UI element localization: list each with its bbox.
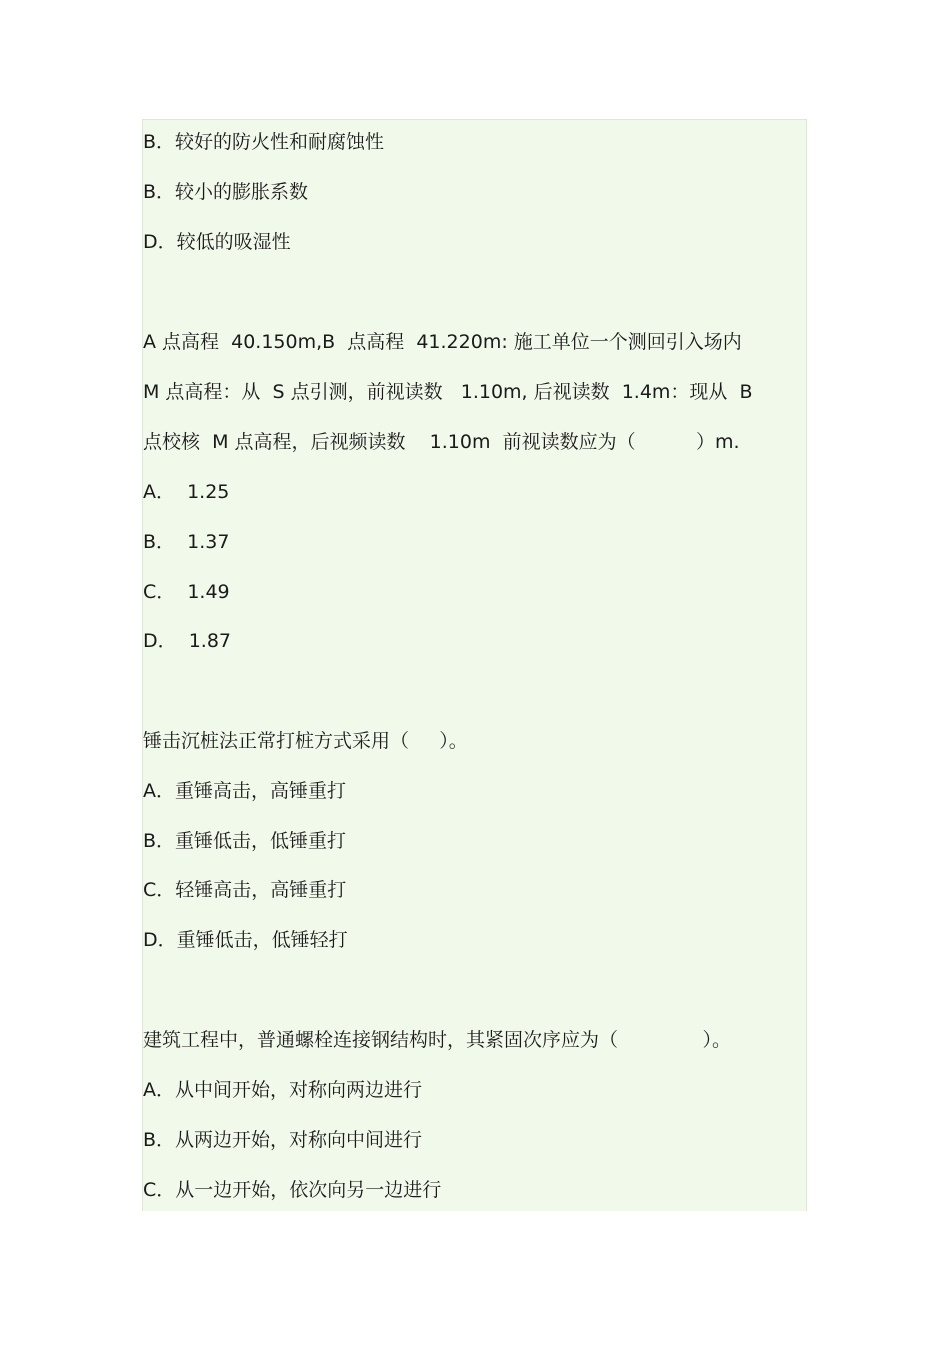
q1-option-b: B． 1.37 (143, 531, 230, 553)
q2-option-d: D．重锤低击，低锤轻打 (143, 929, 348, 951)
q2-option-b: B．重锤低击，低锤重打 (143, 830, 347, 852)
q1-option-a: A． 1.25 (143, 481, 230, 503)
q3-option-c: C．从一边开始，依次向另一边进行 (143, 1179, 442, 1201)
q3-option-a: A．从中间开始，对称向两边进行 (143, 1079, 422, 1101)
q1-stem-line-1: A 点高程 40.150m,B 点高程 41.220m: 施工单位一个测回引入场内 (143, 331, 742, 353)
q0-option-b-expansion: B．较小的膨胀系数 (143, 181, 309, 203)
q2-option-a: A．重锤高击，高锤重打 (143, 780, 346, 802)
q1-option-d: D． 1.87 (143, 630, 232, 652)
q0-option-b-fire-corrosion: B．较好的防火性和耐腐蚀性 (143, 131, 385, 153)
q3-stem: 建筑工程中，普通螺栓连接钢结构时，其紧固次序应为（ ）。 (143, 1029, 732, 1051)
q1-stem-line-3: 点校核 M 点高程，后视频读数 1.10m 前视读数应为（ ）m. (143, 431, 740, 453)
q1-option-c: C． 1.49 (143, 581, 230, 603)
q3-option-b: B．从两边开始，对称向中间进行 (143, 1129, 423, 1151)
q2-stem: 锤击沉桩法正常打桩方式采用（ ）。 (143, 730, 468, 752)
q1-stem-line-2: M 点高程：从 S 点引测，前视读数 1.10m, 后视读数 1.4m：现从 B (143, 381, 753, 403)
q2-option-c: C．轻锤高击，高锤重打 (143, 879, 347, 901)
q0-option-d-moisture: D．较低的吸湿性 (143, 231, 291, 253)
